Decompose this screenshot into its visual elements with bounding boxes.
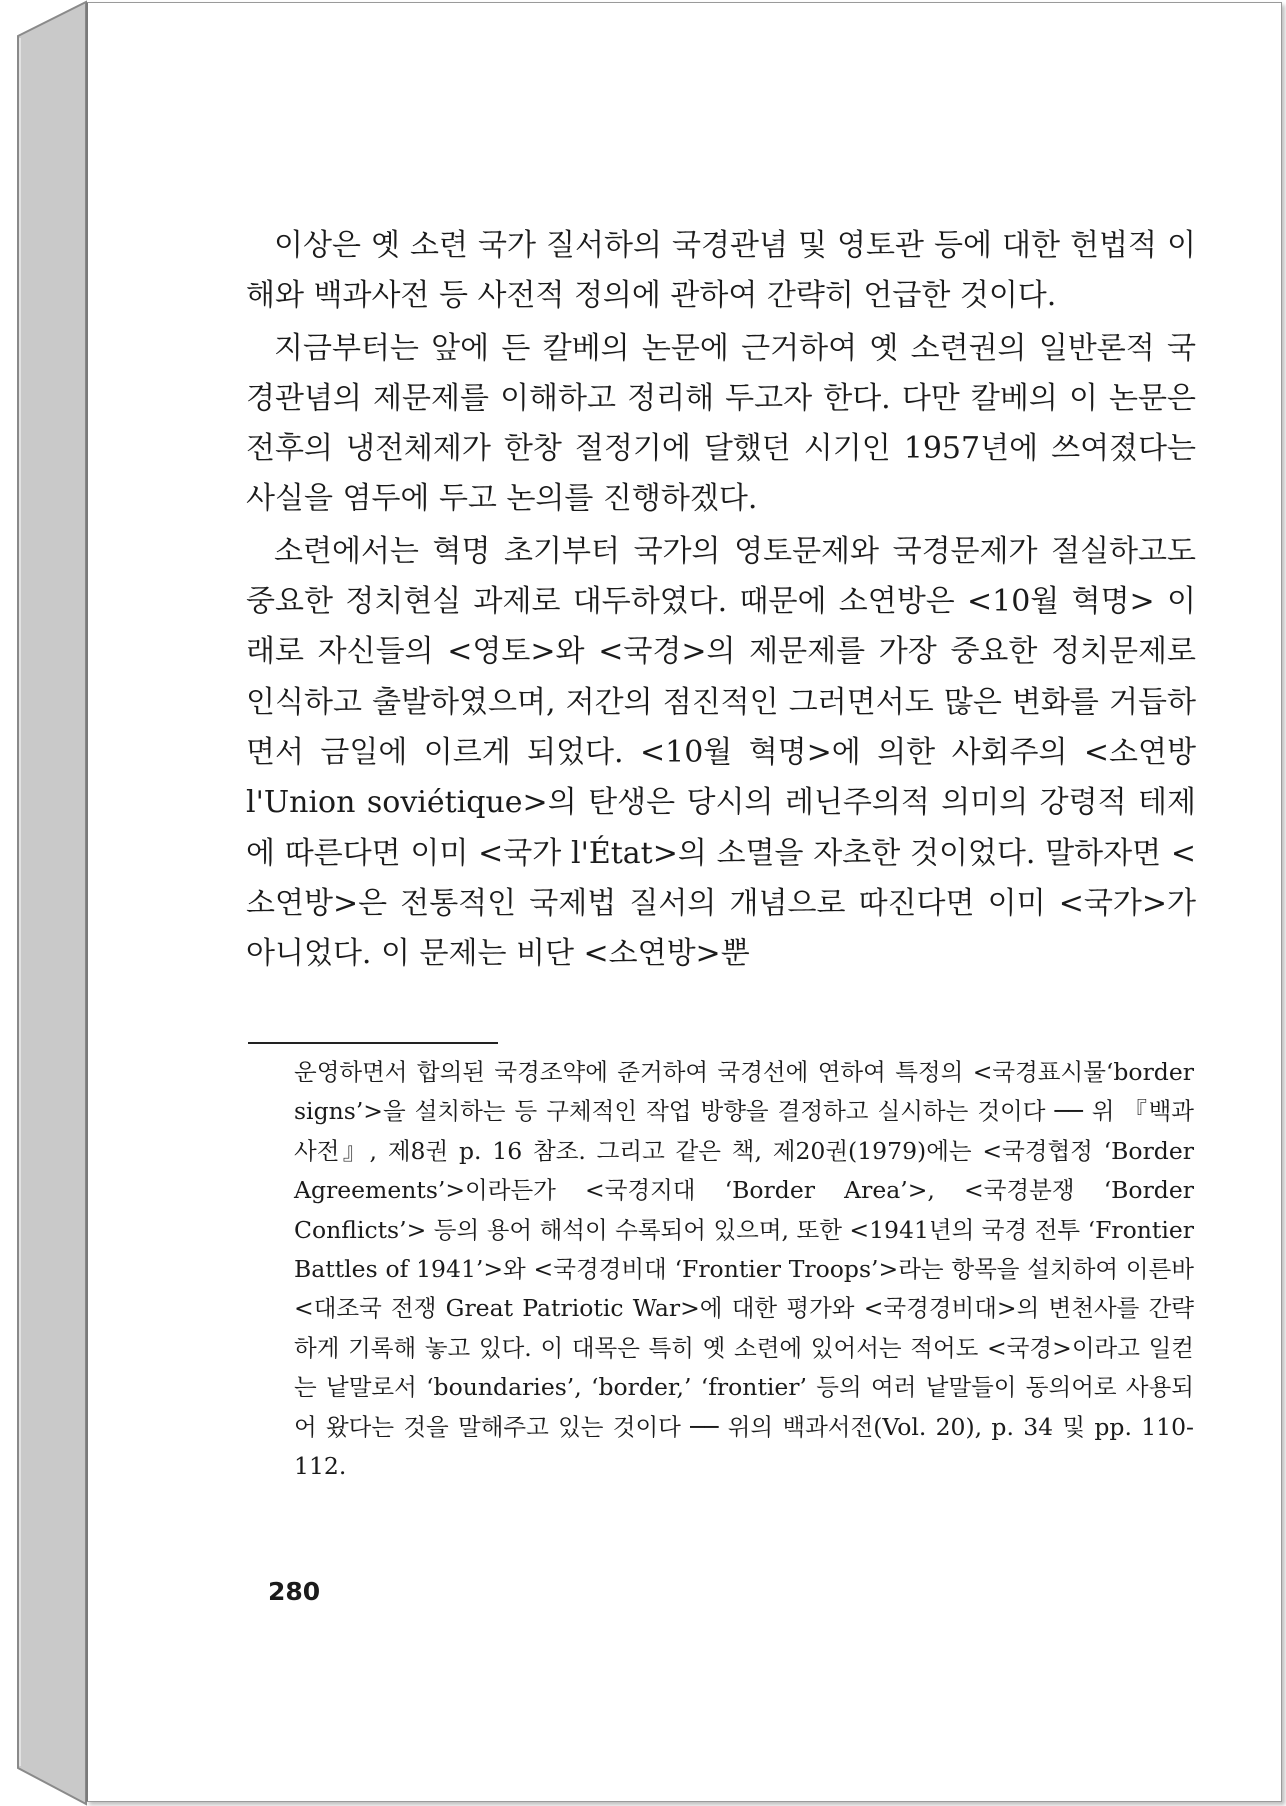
footnote-text: 운영하면서 합의된 국경조약에 준거하여 국경선에 연하여 특정의 <국경표시물‘border signs’>을 설치하는 등 구체적인 작업 방향을 결정하고 실시하는 것이다 ── 위 『백과사전』, 제8권 p. 16 참조. 그리고 같은 책, 제20권(1979)에는 <국경협정 ‘Border Agreements’>이라든가 <국경지대 ‘Border Area’>, <국경분쟁 ‘Border Conflicts’> 등의 용어 해석이 수록되어 있으며, 또한 <1941년의 국경 전투 ‘Frontier Battles of 1941’>와 <국경경비대 ‘Frontier Troops’>라는 항목을 설치하여 이른바 <대조국 전쟁 Great Patriotic War>에 대한 평가와 <국경경비대>의 변천사를 간략하게 기록해 놓고 있다. 이 대목은 특히 옛 소련에 있어서는 적어도 <국경>이라고 일컫는 낱말로서 ‘boundaries’, ‘border,’ ‘frontier’ 등의 여러 낱말들이 동의어로 사용되어 왔다는 것을 말해주고 있는 것이다 ── 위의 백과서전(Vol. 20), p. 34 및 pp. 110-112. bbox=[294, 1058, 1194, 1481]
page-number: 280 bbox=[268, 1577, 321, 1606]
body-text bbox=[246, 221, 1196, 979]
book-page bbox=[86, 2, 1282, 1802]
paragraph: 소련에서는 혁명 초기부터 국가의 영토문제와 국경문제가 절실하고도 중요한 정치현실 과제로 대두하였다. 때문에 소연방은 <10월 혁명> 이래로 자신들의 <영토>와 <국경>의 제문제를 가장 중요한 정치문제로 인식하고 출발하였으며, 저간의 점진적인 그러면서도 많은 변화를 거듭하면서 금일에 이르게 되었다. <10월 혁명>에 의한 사회주의 <소연방 l'Union soviétique>의 탄생은 당시의 레닌주의적 의미의 강령적 테제에 따른다면 이미 <국가 l'État>의 소멸을 자초한 것이었다. 말하자면 <소연방>은 전통적인 국제법 질서의 개념으로 따진다면 이미 <국가>가 아니었다. 이 문제는 비단 <소연방>뿐 bbox=[246, 533, 1196, 972]
paragraph: 이상은 옛 소련 국가 질서하의 국경관념 및 영토관 등에 대한 헌법적 이해와 백과사전 등 사전적 정의에 관하여 간략히 언급한 것이다. bbox=[246, 228, 1196, 314]
paragraph: 지금부터는 앞에 든 칼베의 논문에 근거하여 옛 소련권의 일반론적 국경관념의 제문제를 이해하고 정리해 두고자 한다. 다만 칼베의 이 논문은 전후의 냉전체제가 한창 절정기에 달했던 시기인 1957년에 쓰여졌다는 사실을 염두에 두고 논의를 진행하겠다. bbox=[246, 330, 1196, 517]
book-spine bbox=[0, 0, 90, 1806]
footnote-divider bbox=[248, 1042, 498, 1044]
footnote bbox=[294, 1053, 1194, 1486]
